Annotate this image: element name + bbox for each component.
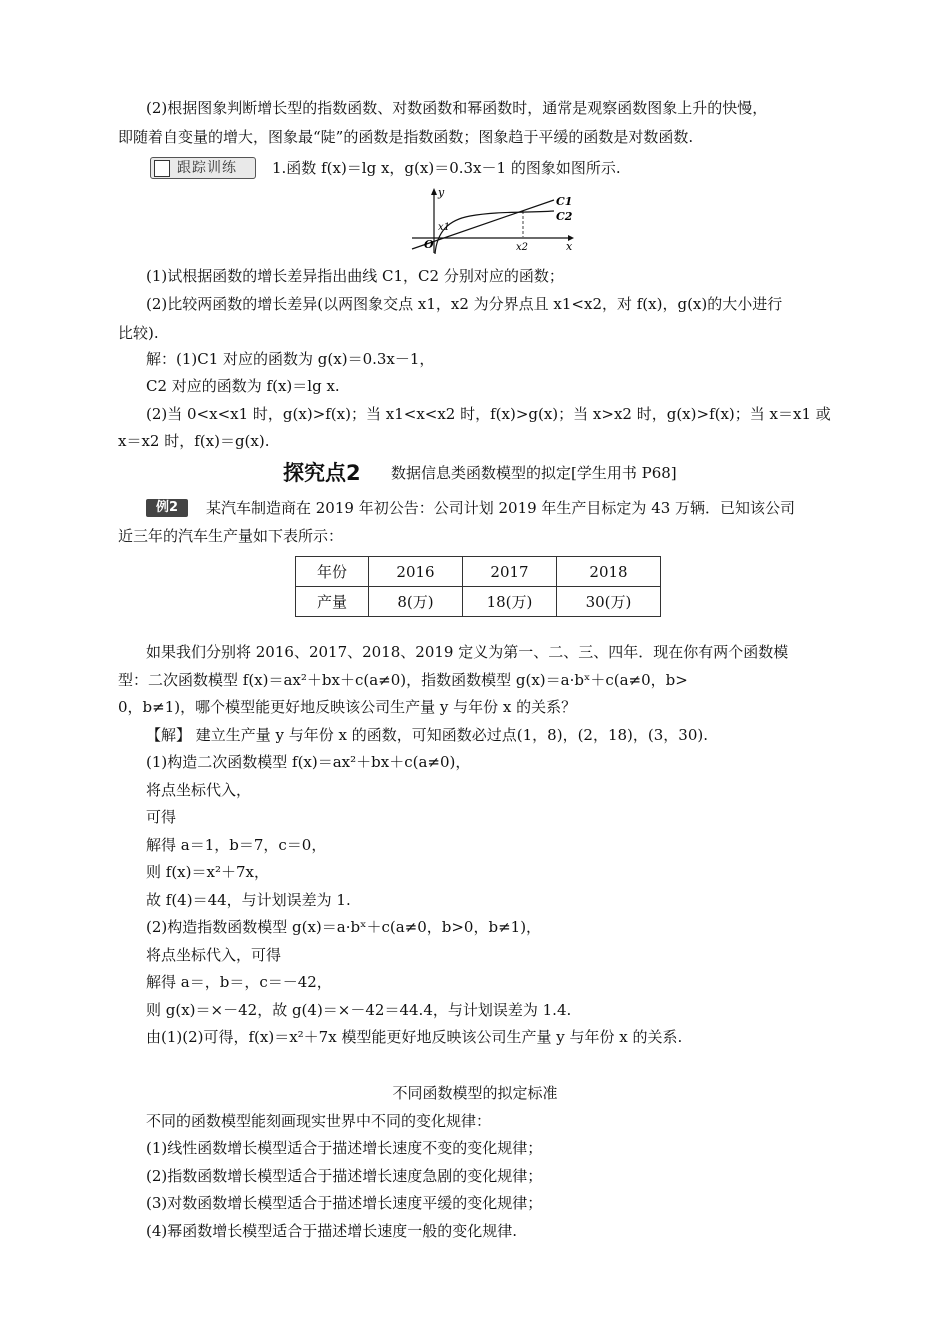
answer-line-10: 解得 a＝，b＝，c＝－42， (146, 973, 332, 991)
problem-line-3: 0，b≠1)，哪个模型能更好地反映该公司生产量 y 与年份 x 的关系？ (118, 698, 577, 716)
function-graph (408, 187, 578, 257)
y-label: y (438, 187, 445, 199)
tracking-question: 1.函数 f(x)＝lg x，g(x)＝0.3x－1 的图象如图所示. (272, 159, 621, 177)
answer-line-9: 将点坐标代入，可得 (146, 946, 282, 964)
table-cell: 18(万) (463, 587, 557, 617)
y-axis-arrow (431, 188, 437, 195)
summary-line-5: (4)幂函数增长模型适合于描述增长速度一般的变化规律. (146, 1222, 518, 1240)
answer-line-4: 可得 (146, 808, 177, 826)
table-cell: 2016 (369, 557, 463, 587)
answer-line-8: (2)构造指数函数模型 g(x)＝a·bˣ＋c(a≠0，b>0，b≠1)， (146, 918, 542, 936)
summary-title: 不同函数模型的拟定标准 (392, 1084, 558, 1102)
question-2-line-2: 比较). (118, 324, 159, 342)
answer-line-11: 则 g(x)＝×－42，故 g(4)＝×－42＝44.4，与计划误差为 1.4. (146, 1001, 572, 1019)
table-cell: 产量 (296, 587, 369, 617)
answer-line-6: 则 f(x)＝x²＋7x， (146, 863, 269, 881)
table-row (296, 557, 661, 587)
table-cell: 2017 (463, 557, 557, 587)
c2-label: C2 (556, 210, 573, 223)
summary-line-1: 不同的函数模型能刻画现实世界中不同的变化规律： (146, 1112, 492, 1130)
answer-line-12: 由(1)(2)可得，f(x)＝x²＋7x 模型能更好地反映该公司生产量 y 与年份 x 的关系. (146, 1028, 683, 1046)
example-line-1: 某汽车制造商在 2019 年初公告：公司计划 2019 年生产目标定为 43 万辆．已知该公司 (206, 499, 796, 517)
example-line-2: 近三年的汽车生产量如下表所示： (118, 527, 344, 545)
example-label: 例2 (146, 499, 188, 517)
summary-line-2: (1)线性函数增长模型适合于描述增长速度不变的变化规律； (146, 1139, 543, 1157)
badge-label: 跟踪训练 (177, 160, 237, 176)
table-cell: 30(万) (557, 587, 661, 617)
c1-label: C1 (556, 195, 573, 208)
table-row (296, 587, 661, 617)
question-2-line-1: (2)比较两函数的增长差异(以两图象交点 x1，x2 为分界点且 x1<x2，对 f(x)，g(x)的大小进行 (146, 295, 783, 313)
x2-label: x2 (516, 242, 529, 253)
section-subtitle: 数据信息类函数模型的拟定[学生用书 P68] (391, 464, 677, 482)
answer-line-2: (1)构造二次函数模型 f(x)＝ax²＋bx＋c(a≠0)， (146, 753, 471, 771)
answer-line-1: 【解】 建立生产量 y 与年份 x 的函数，可知函数必过点(1，8)，(2，18)，(3，30). (146, 726, 709, 744)
summary-line-4: (3)对数函数增长模型适合于描述增长速度平缓的变化规律； (146, 1194, 543, 1212)
curve-c2 (435, 211, 554, 254)
x1-label: x1 (438, 222, 451, 233)
table-cell: 年份 (296, 557, 369, 587)
solution-line-3: (2)当 0<x<x1 时，g(x)>f(x)；当 x1<x<x2 时，f(x)>g(x)；当 x>x2 时，g(x)>f(x)；当 x＝x1 或 (146, 405, 831, 423)
tracking-badge (150, 157, 256, 179)
notebook-icon (154, 160, 170, 177)
question-1: (1)试根据函数的增长差异指出曲线 C1，C2 分别对应的函数； (146, 267, 564, 285)
table-cell: 8(万) (369, 587, 463, 617)
solution-line-1: 解：(1)C1 对应的函数为 g(x)＝0.3x－1， (146, 350, 435, 368)
intro-line-1: (2)根据图象判断增长型的指数函数、对数函数和幂函数时，通常是观察函数图象上升的快慢， (146, 99, 768, 117)
answer-line-3: 将点坐标代入， (146, 781, 252, 799)
intro-line-2: 即随着自变量的增大，图象最“陡”的函数是指数函数；图象趋于平缓的函数是对数函数. (118, 128, 694, 146)
section-title: 探究点2 (283, 461, 361, 485)
problem-line-1: 如果我们分别将 2016、2017、2018、2019 定义为第一、二、三、四年．现在你有两个函数模 (146, 643, 789, 661)
table-cell: 2018 (557, 557, 661, 587)
solution-line-4: x＝x2 时，f(x)＝g(x). (118, 432, 270, 450)
solution-line-2: C2 对应的函数为 f(x)＝lg x. (146, 377, 340, 395)
x-label: x (566, 240, 573, 253)
problem-line-2: 型：二次函数模型 f(x)＝ax²＋bx＋c(a≠0)，指数函数模型 g(x)＝a·bˣ＋c(a≠0，b> (118, 671, 688, 689)
summary-line-3: (2)指数函数增长模型适合于描述增长速度急剧的变化规律； (146, 1167, 543, 1185)
answer-line-5: 解得 a＝1，b＝7，c＝0， (146, 836, 327, 854)
production-table (295, 556, 661, 617)
origin-label: O (424, 238, 434, 251)
answer-line-7: 故 f(4)＝44，与计划误差为 1. (146, 891, 351, 909)
